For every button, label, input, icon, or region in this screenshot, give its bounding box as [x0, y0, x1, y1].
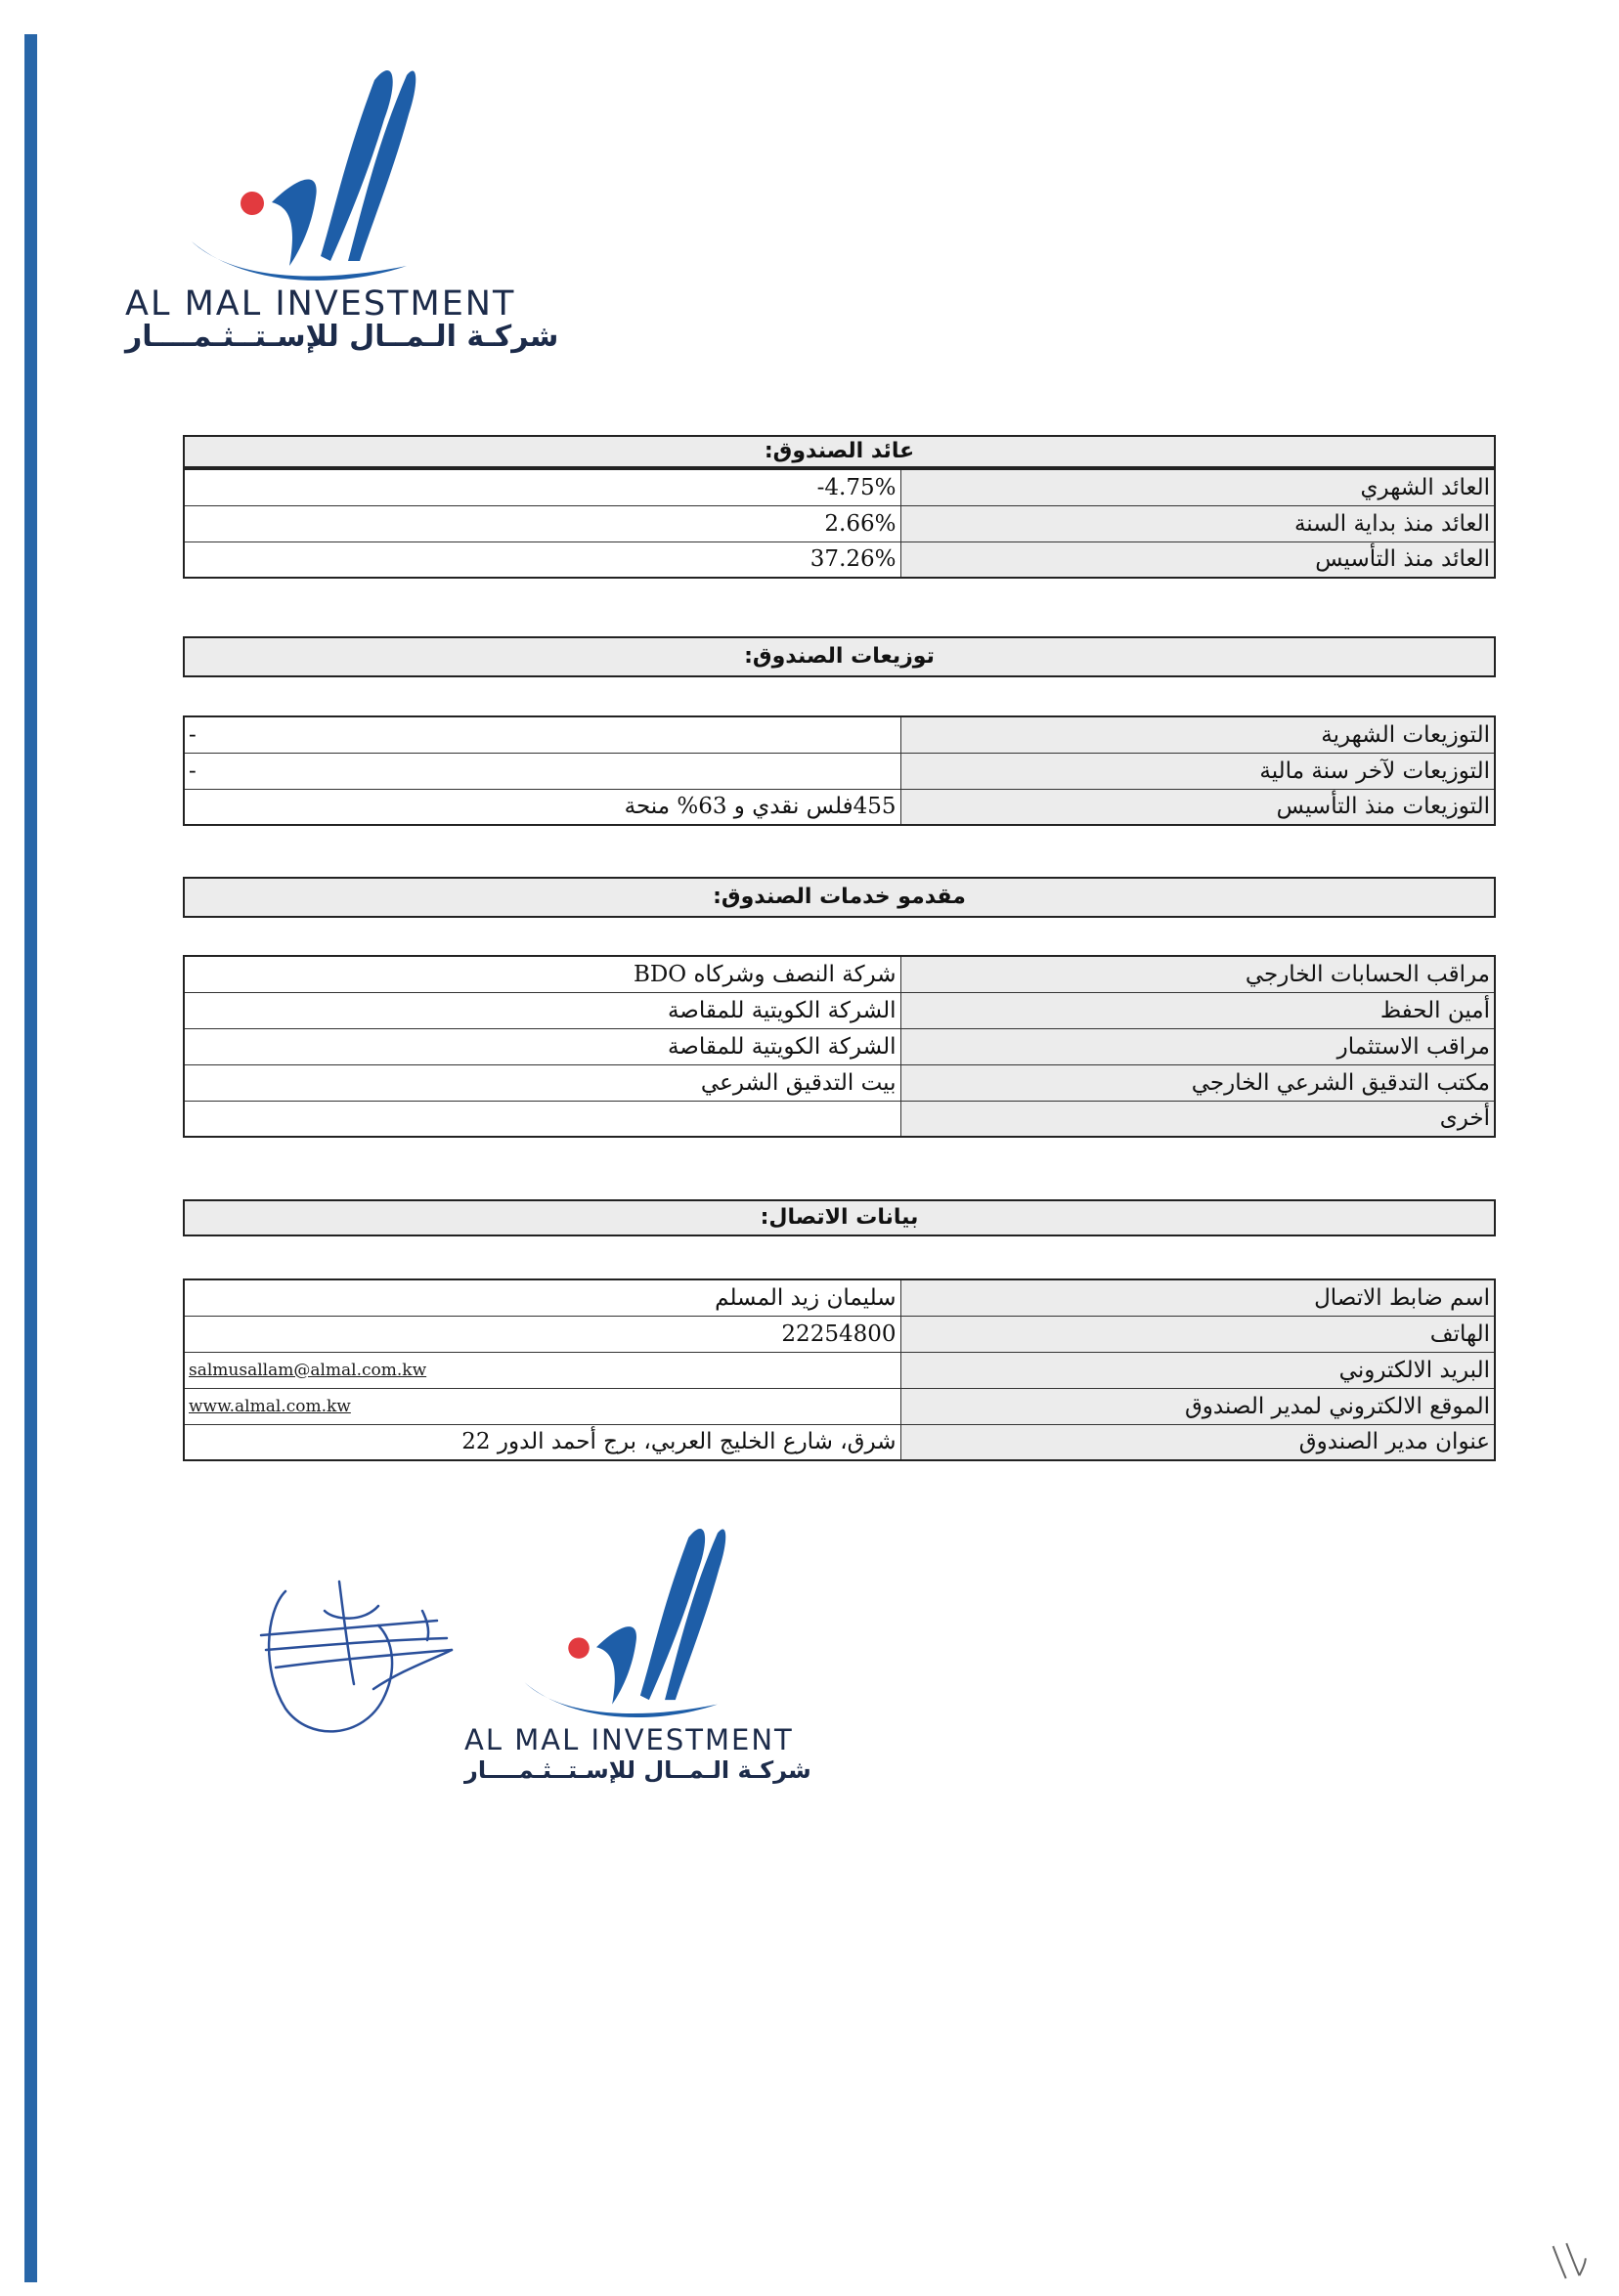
website-link[interactable]: www.almal.com.kw	[184, 1388, 900, 1424]
table-row	[184, 789, 1495, 825]
table-row	[184, 956, 1495, 992]
fund-return-section	[183, 435, 1496, 579]
logo-mark-icon	[125, 61, 418, 300]
logo-english-text: AL MAL INVESTMENT	[125, 284, 516, 324]
contact-header: بيانات الاتصال:	[183, 1199, 1496, 1236]
logo-english-text: AL MAL INVESTMENT	[464, 1723, 794, 1756]
service-providers-header: مقدمو خدمات الصندوق:	[183, 877, 1496, 918]
row-label: عنوان مدير الصندوق	[900, 1424, 1495, 1460]
row-label: اسم ضابط الاتصال	[900, 1279, 1495, 1316]
table-row	[184, 1316, 1495, 1352]
row-value: شرق، شارع الخليج العربي، برج أحمد الدور 22	[184, 1424, 900, 1460]
row-label: الهاتف	[900, 1316, 1495, 1352]
email-link[interactable]: salmusallam@almal.com.kw	[184, 1352, 900, 1388]
table-row	[184, 1352, 1495, 1388]
service-providers-table	[183, 955, 1496, 1138]
row-value: 22254800	[184, 1316, 900, 1352]
contact-section	[183, 1199, 1496, 1461]
fund-distributions-section	[183, 636, 1496, 826]
table-row	[184, 1101, 1495, 1137]
left-border-bar	[24, 34, 37, 2282]
table-row	[184, 992, 1495, 1028]
row-value: -	[184, 716, 900, 753]
row-label: أمين الحفظ	[900, 992, 1495, 1028]
signature-icon	[256, 1552, 471, 1748]
row-label: العائد الشهري	[900, 469, 1495, 505]
row-label: أخرى	[900, 1101, 1495, 1137]
row-value	[184, 1101, 900, 1137]
row-label: البريد الالكتروني	[900, 1352, 1495, 1388]
row-label: مراقب الاستثمار	[900, 1028, 1495, 1064]
row-value: 455فلس نقدي و 63% منحة	[184, 789, 900, 825]
table-row	[184, 753, 1495, 789]
row-value: بيت التدقيق الشرعي	[184, 1064, 900, 1101]
company-logo-bottom	[464, 1520, 811, 1784]
company-logo-top	[125, 61, 558, 354]
fund-return-header: عائد الصندوق:	[183, 435, 1496, 468]
service-providers-section	[183, 877, 1496, 1138]
row-value: 37.26%	[184, 542, 900, 578]
initials-icon	[1545, 2234, 1592, 2285]
fund-distributions-header: توزيعات الصندوق:	[183, 636, 1496, 677]
row-label: مكتب التدقيق الشرعي الخارجي	[900, 1064, 1495, 1101]
signature	[256, 1552, 471, 1752]
logo-arabic-text: شركـة الـمــال للإسـتــثـمــــار	[464, 1756, 811, 1784]
row-value: الشركة الكويتية للمقاصة	[184, 1028, 900, 1064]
table-row	[184, 1064, 1495, 1101]
row-value: 2.66%	[184, 505, 900, 542]
logo-mark-icon	[464, 1520, 728, 1735]
contact-table	[183, 1278, 1496, 1461]
fund-return-table	[183, 468, 1496, 579]
table-row	[184, 1424, 1495, 1460]
table-row	[184, 716, 1495, 753]
table-row	[184, 469, 1495, 505]
logo-arabic-text: شركـة الـمــال للإسـتــثـمــــار	[125, 320, 559, 354]
row-label: التوزيعات لآخر سنة مالية	[900, 753, 1495, 789]
row-label: الموقع الالكتروني لمدير الصندوق	[900, 1388, 1495, 1424]
table-row	[184, 542, 1495, 578]
row-value: الشركة الكويتية للمقاصة	[184, 992, 900, 1028]
fund-distributions-table	[183, 715, 1496, 826]
row-label: التوزيعات الشهرية	[900, 716, 1495, 753]
row-value: شركة النصف وشركاه BDO	[184, 956, 900, 992]
row-value: سليمان زيد المسلم	[184, 1279, 900, 1316]
row-label: مراقب الحسابات الخارجي	[900, 956, 1495, 992]
row-label: التوزيعات منذ التأسيس	[900, 789, 1495, 825]
table-row	[184, 1028, 1495, 1064]
table-row	[184, 1279, 1495, 1316]
row-value: -	[184, 753, 900, 789]
table-row	[184, 505, 1495, 542]
row-label: العائد منذ بداية السنة	[900, 505, 1495, 542]
table-row	[184, 1388, 1495, 1424]
page-initials-mark	[1545, 2234, 1595, 2295]
row-value: -4.75%	[184, 469, 900, 505]
row-label: العائد منذ التأسيس	[900, 542, 1495, 578]
